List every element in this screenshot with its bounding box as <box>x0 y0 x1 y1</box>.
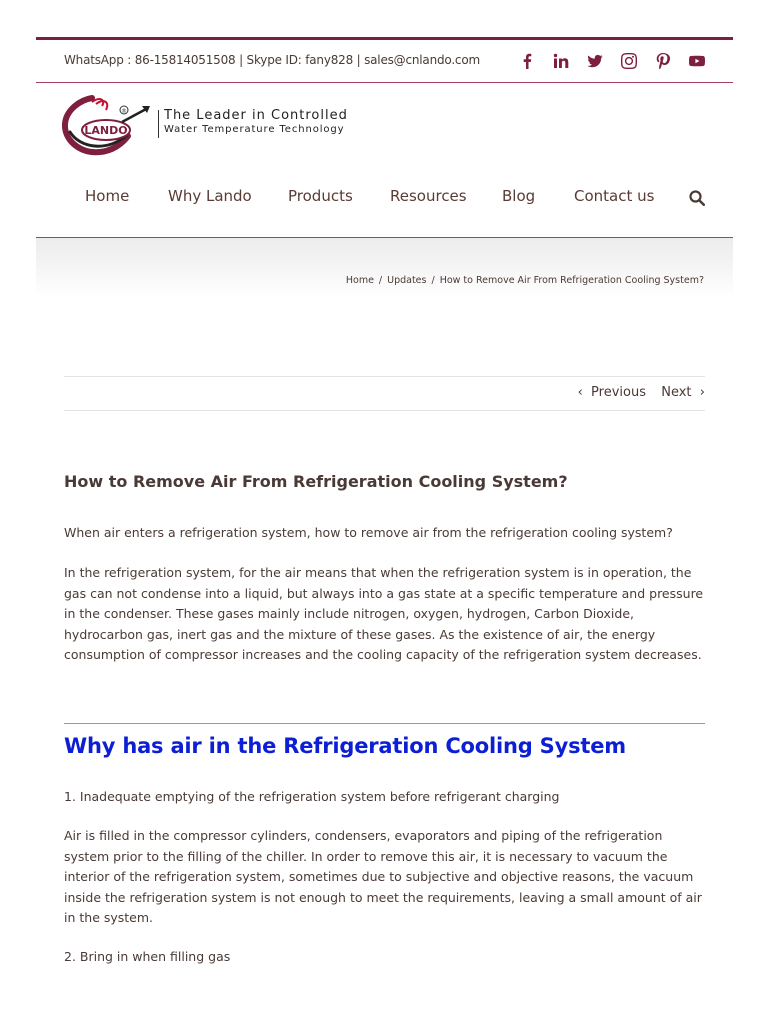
site-logo[interactable] <box>62 92 352 160</box>
breadcrumb-current: How to Remove Air From Refrigeration Cooling System? <box>439 275 704 286</box>
social-links <box>517 51 707 71</box>
search-icon[interactable] <box>689 190 705 206</box>
main-nav <box>36 176 733 220</box>
nav-item-resources[interactable]: Resources <box>390 187 467 205</box>
list-item-2: 2. Bring in when filling gas <box>64 949 231 964</box>
logo-brand-text: LANDO <box>84 124 128 137</box>
nav-item-why-lando[interactable]: Why Lando <box>168 187 252 205</box>
chevron-right-icon: › <box>699 385 705 400</box>
section-heading: Why has air in the Refrigeration Cooling System <box>64 734 626 758</box>
breadcrumb-band <box>36 238 733 298</box>
logo-divider <box>158 110 159 138</box>
nav-item-contact-us[interactable]: Contact us <box>574 187 655 205</box>
breadcrumb: Home / Updates / How to Remove Air From Refrigeration Cooling System? <box>345 275 704 286</box>
instagram-icon[interactable] <box>619 51 639 71</box>
nav-item-home[interactable]: Home <box>85 187 130 205</box>
lando-logo-icon <box>62 92 154 160</box>
breadcrumb-home[interactable]: Home <box>345 275 374 286</box>
nav-item-blog[interactable]: Blog <box>502 187 536 205</box>
logo-tagline-1: The Leader in Controlled <box>164 108 348 123</box>
facebook-icon[interactable] <box>517 51 537 71</box>
article-paragraph-2: Air is filled in the compressor cylinders, condensers, evaporators and piping of the refrigeration system prior to the filling of the chiller. In order to remove this air, it is necessary to vacuum the interior of the refrigeration system, sometimes due to subjective and objective reasons, the vacuum inside the refrigeration system is not enough to meet the requirements, leaving a small amount of air in the system. <box>64 828 702 925</box>
article-title: How to Remove Air From Refrigeration Cooling System? <box>64 472 568 491</box>
breadcrumb-updates[interactable]: Updates <box>387 275 427 286</box>
next-post-link[interactable]: Next › <box>661 385 705 400</box>
list-item-1: 1. Inadequate emptying of the refrigeration system before refrigerant charging <box>64 789 560 804</box>
nav-item-products[interactable]: Products <box>288 187 353 205</box>
logo-tagline-2: Water Temperature Technology <box>164 124 345 135</box>
article-intro: When air enters a refrigeration system, how to remove air from the refrigeration cooling system? <box>64 525 673 540</box>
twitter-icon[interactable] <box>585 51 605 71</box>
svg-text:®: ® <box>121 108 127 115</box>
previous-post-link[interactable]: ‹ Previous <box>577 385 646 400</box>
pinterest-icon[interactable] <box>653 51 673 71</box>
chevron-left-icon: ‹ <box>577 385 583 400</box>
contact-info: WhatsApp : 86-15814051508 | Skype ID: fany828 | sales@cnlando.com <box>64 53 480 67</box>
top-bar <box>36 40 733 83</box>
article-paragraph-1: In the refrigeration system, for the air means that when the refrigeration system is in operation, the gas can not condense into a liquid, but always into a gas state at a specific temperature and pressure in the condenser. These gases mainly include nitrogen, oxygen, hydrogen, Carbon Dioxide, hydrocarbon gas, inert gas and the mixture of these gases. As the existence of air, the energy consumption of compressor increases and the cooling capacity of the refrigeration system decreases. <box>64 565 704 662</box>
section-divider <box>64 723 705 724</box>
linkedin-icon[interactable] <box>551 51 571 71</box>
post-pagination <box>64 376 705 411</box>
youtube-icon[interactable] <box>687 51 707 71</box>
